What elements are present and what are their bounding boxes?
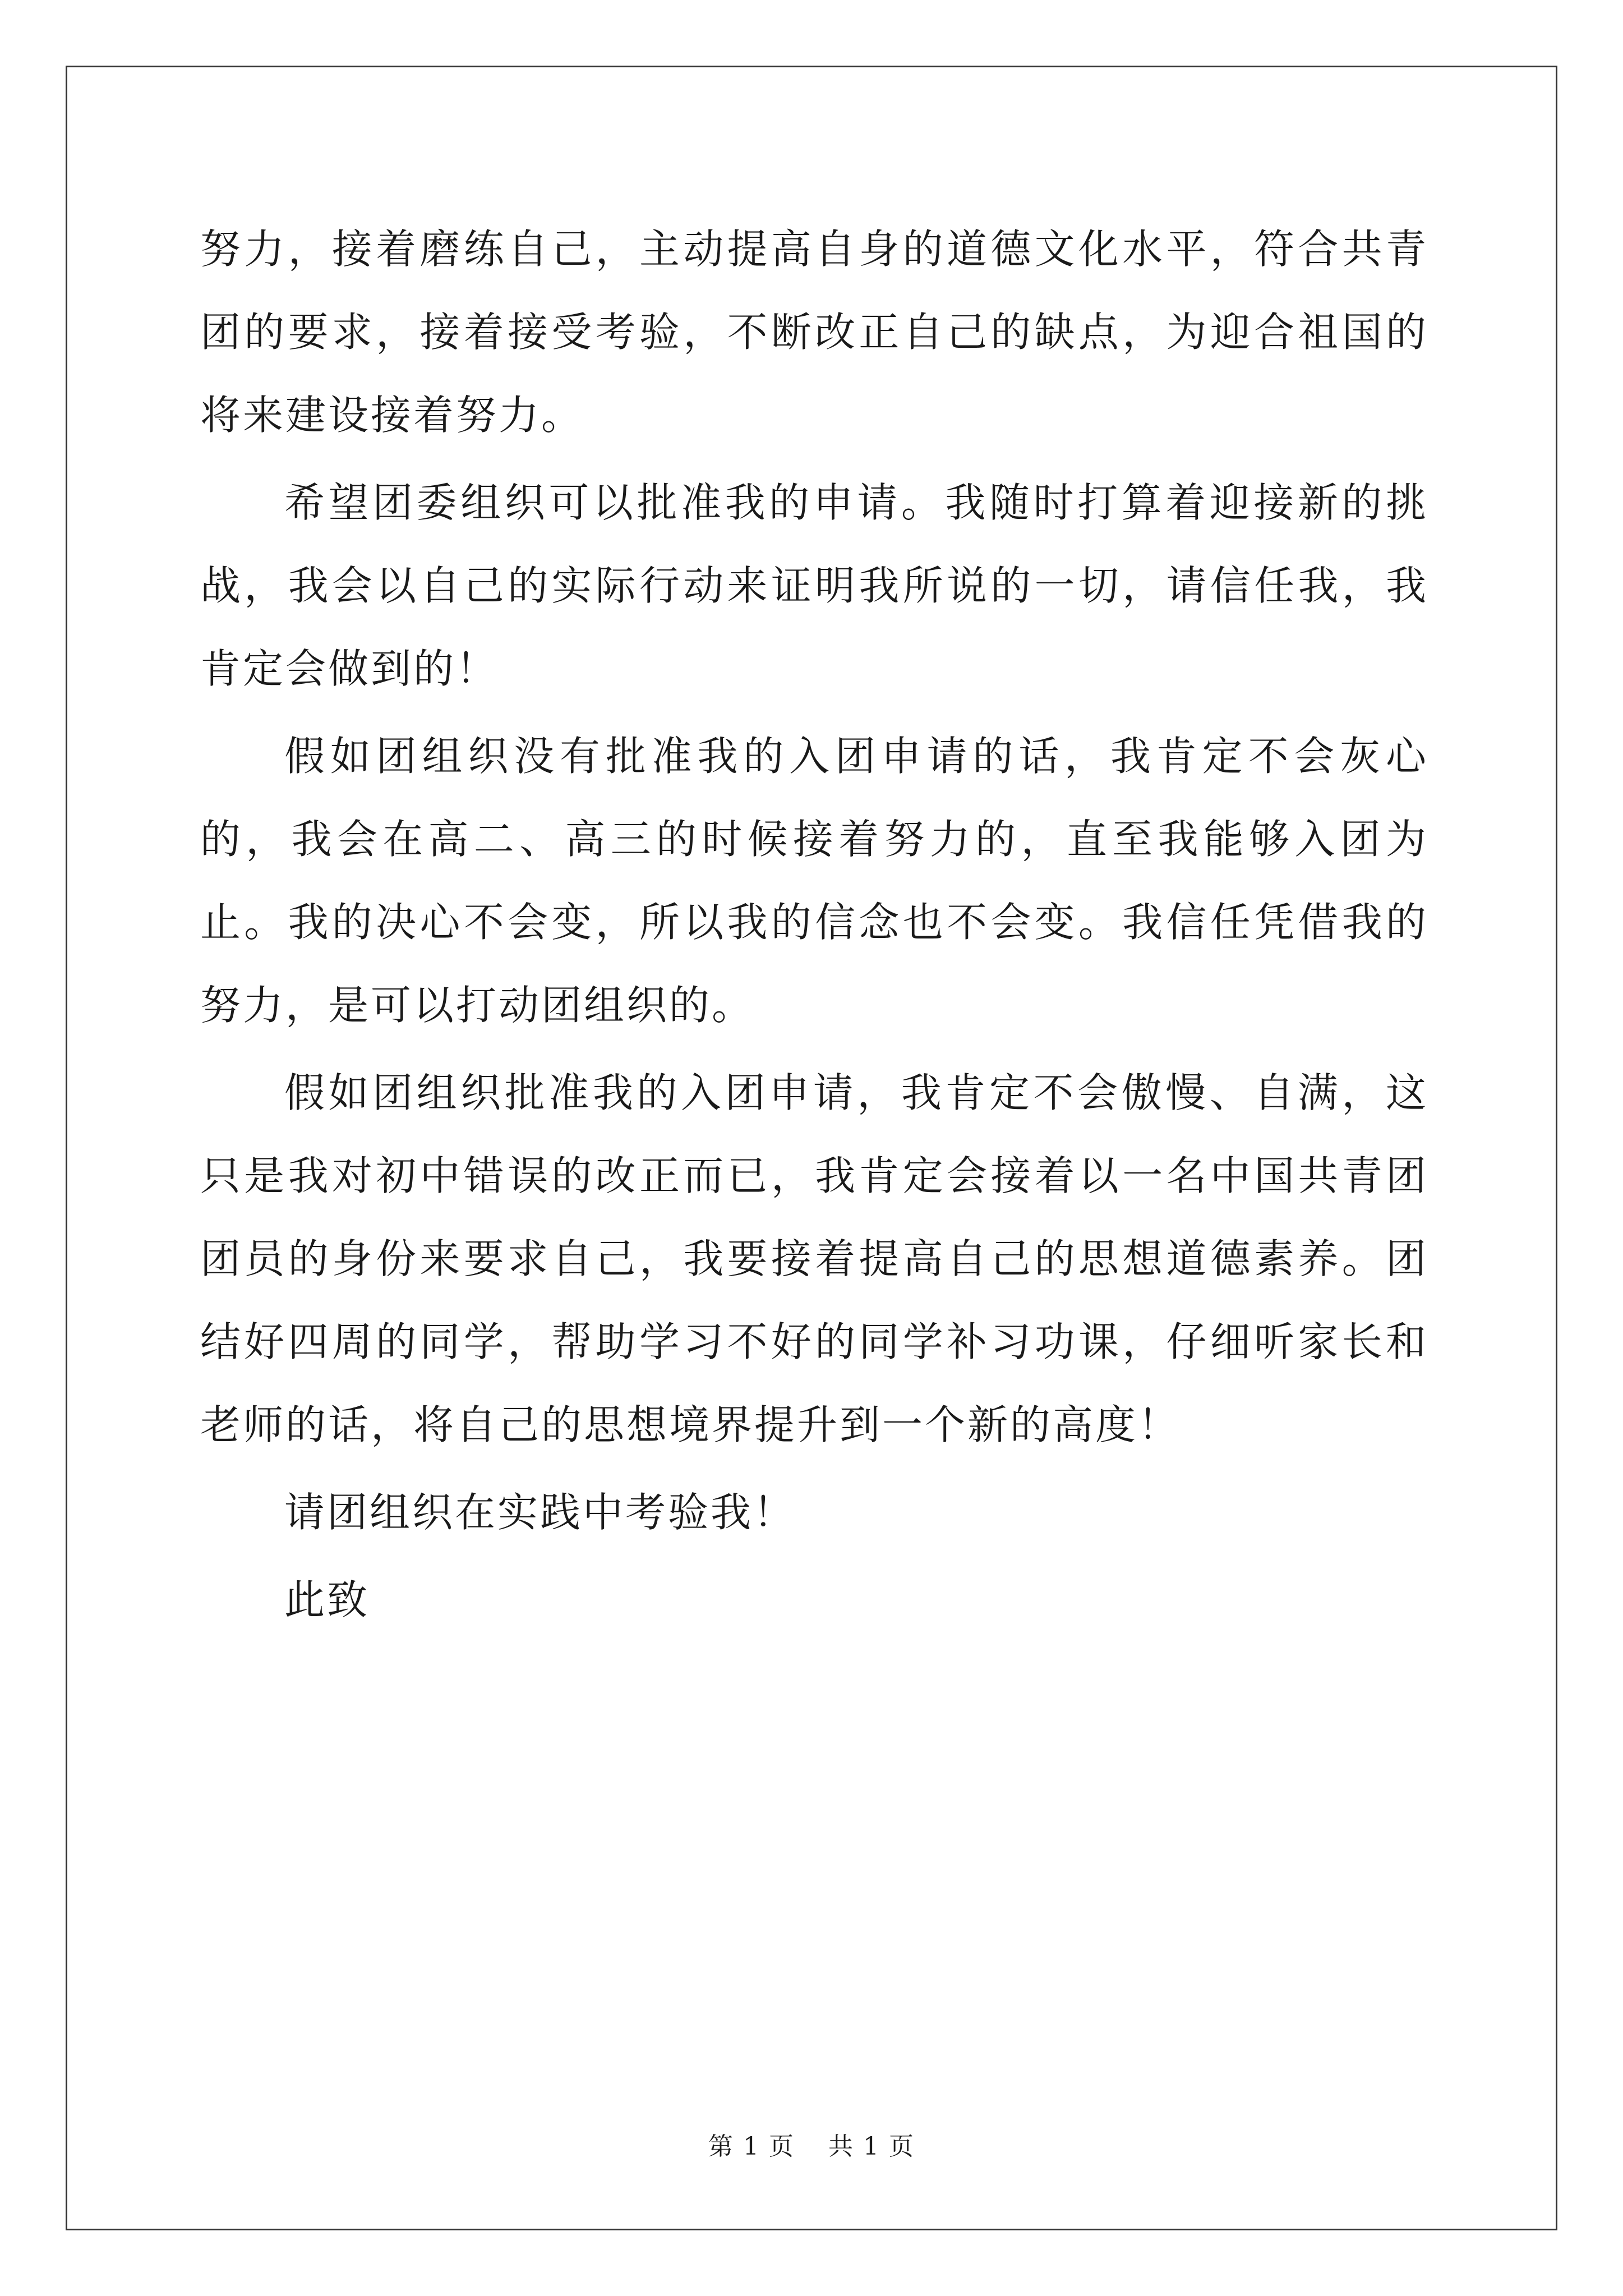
paragraph-2: 希望团委组织可以批准我的申请。我随时打算着迎接新的挑战，我会以自己的实际行动来证明我所说的一切，请信任我，我肯定会做到的！ [200, 479, 1428, 692]
paragraph-4: 假如团组织批准我的入团申请，我肯定不会傲慢、自满，这只是我对初中错误的改正而已，我肯定会接着以一名中国共青团团员的身份来要求自己，我要接着提高自己的思想道德素养。团结好四周的同学，帮助学习不好的同学补习功课，仔细听家长和老师的话，将自己的思想境界提升到一个新的高度！ [200, 1069, 1428, 1448]
paragraph-1: 努力，接着磨练自己，主动提高自身的道德文化水平，符合共青团的要求，接着接受考验，不断改正自己的缺点，为迎合祖国的将来建设接着努力。 [200, 226, 1428, 439]
document-body [200, 208, 1428, 1646]
page-footer [0, 2126, 1623, 2162]
paragraph-5: 请团组织在实践中考验我！ [284, 1489, 796, 1536]
page-number: 第 1 页 [708, 2132, 795, 2161]
paragraph-3: 假如团组织没有批准我的入团申请的话，我肯定不会灰心的，我会在高二、高三的时候接着努力的，直至我能够入团为止。我的决心不会变，所以我的信念也不会变。我信任凭借我的努力，是可以打动团组织的。 [200, 733, 1428, 1029]
page-total: 共 1 页 [828, 2132, 915, 2161]
closing-salutation: 此致 [284, 1576, 370, 1623]
